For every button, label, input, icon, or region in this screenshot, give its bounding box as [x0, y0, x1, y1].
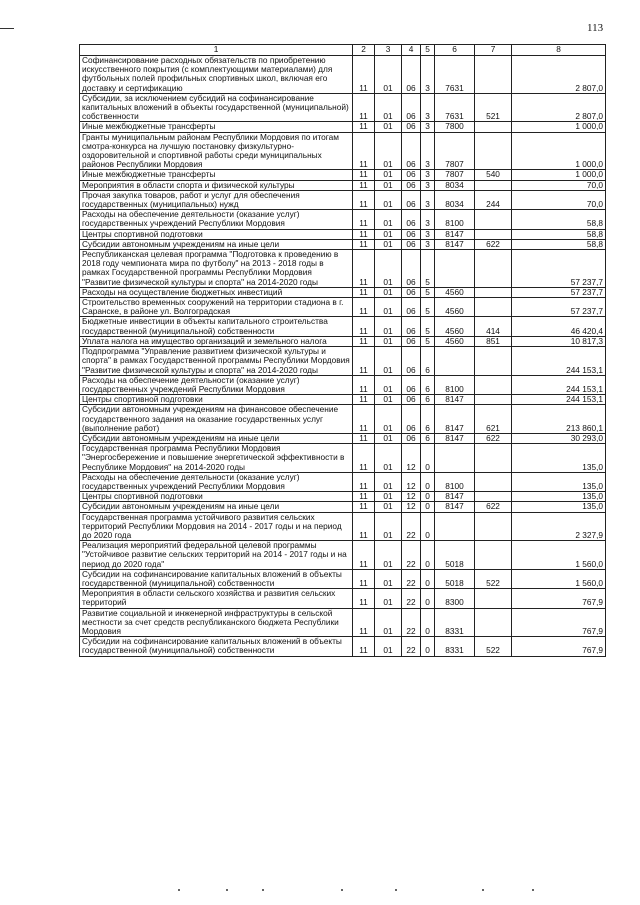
row-code: 6	[421, 433, 435, 443]
row-amount: 213 860,1	[512, 405, 606, 434]
table-header-row	[80, 45, 606, 56]
column-header: 6	[435, 45, 475, 56]
row-code: 01	[375, 637, 402, 656]
row-code: 11	[353, 250, 375, 288]
row-code	[475, 492, 512, 502]
row-code: 521	[475, 93, 512, 122]
row-amount: 57 237,7	[512, 298, 606, 317]
row-code: 11	[353, 589, 375, 608]
row-description: Иные межбюджетные трансферты	[80, 170, 353, 180]
row-code: 622	[475, 433, 512, 443]
row-code: 11	[353, 239, 375, 249]
table-row	[80, 210, 606, 229]
row-code: 3	[421, 132, 435, 170]
row-code: 11	[353, 512, 375, 541]
row-amount: 1 000,0	[512, 170, 606, 180]
row-code: 11	[353, 569, 375, 588]
row-code: 3	[421, 190, 435, 209]
row-code: 01	[375, 298, 402, 317]
row-code: 7631	[435, 93, 475, 122]
row-code: 11	[353, 170, 375, 180]
row-amount: 30 293,0	[512, 433, 606, 443]
row-code: 01	[375, 122, 402, 132]
row-code	[435, 250, 475, 288]
table-row	[80, 250, 606, 288]
table-row	[80, 502, 606, 512]
row-code: 7807	[435, 132, 475, 170]
row-code: 8147	[435, 405, 475, 434]
row-code: 11	[353, 298, 375, 317]
row-code: 01	[375, 569, 402, 588]
row-code: 11	[353, 93, 375, 122]
row-amount: 244 153,1	[512, 347, 606, 376]
row-code: 01	[375, 239, 402, 249]
row-amount: 135,0	[512, 492, 606, 502]
table-row	[80, 375, 606, 394]
row-code: 11	[353, 637, 375, 656]
row-code: 01	[375, 190, 402, 209]
row-code: 06	[402, 250, 421, 288]
row-code: 3	[421, 122, 435, 132]
row-code: 11	[353, 433, 375, 443]
row-code: 12	[402, 502, 421, 512]
row-code: 22	[402, 541, 421, 570]
row-description: Расходы на обеспечение деятельности (оказание услуг) государственных учреждений Республики Мордовия	[80, 472, 353, 491]
row-code: 5	[421, 287, 435, 297]
row-code: 06	[402, 210, 421, 229]
table-row	[80, 433, 606, 443]
row-code: 11	[353, 492, 375, 502]
row-code: 06	[402, 405, 421, 434]
row-code: 01	[375, 132, 402, 170]
row-code: 11	[353, 608, 375, 637]
row-code: 3	[421, 56, 435, 94]
row-code: 3	[421, 229, 435, 239]
row-code	[475, 347, 512, 376]
row-code: 5	[421, 250, 435, 288]
row-amount: 2 807,0	[512, 93, 606, 122]
row-code: 6	[421, 395, 435, 405]
row-code: 8331	[435, 608, 475, 637]
row-amount: 135,0	[512, 502, 606, 512]
row-description: Расходы на обеспечение деятельности (оказание услуг) государственных учреждений Республики Мордовия	[80, 210, 353, 229]
row-code	[475, 298, 512, 317]
row-code: 0	[421, 444, 435, 473]
row-code: 06	[402, 239, 421, 249]
row-description: Расходы на обеспечение деятельности (оказание услуг) государственных учреждений Республики Мордовия	[80, 375, 353, 394]
table-row	[80, 317, 606, 336]
row-code: 06	[402, 170, 421, 180]
row-code: 5	[421, 317, 435, 336]
row-code: 5018	[435, 541, 475, 570]
row-code	[435, 347, 475, 376]
row-description: Субсидии автономным учреждениям на иные цели	[80, 239, 353, 249]
row-code: 01	[375, 512, 402, 541]
row-code	[475, 608, 512, 637]
row-code: 8300	[435, 589, 475, 608]
row-description: Гранты муниципальным районам Республики Мордовия по итогам смотра-конкурса на лучшую постановку физкультурно-оздоровительной и спортивной работы среди муниципальных районов Республики Мордовия	[80, 132, 353, 170]
row-code: 5	[421, 336, 435, 346]
table-row	[80, 512, 606, 541]
row-code: 01	[375, 405, 402, 434]
row-code: 11	[353, 472, 375, 491]
row-code: 11	[353, 229, 375, 239]
row-code: 12	[402, 472, 421, 491]
row-code: 01	[375, 502, 402, 512]
row-code: 4560	[435, 336, 475, 346]
row-code: 414	[475, 317, 512, 336]
row-amount: 70,0	[512, 190, 606, 209]
row-code	[435, 512, 475, 541]
column-header: 2	[353, 45, 375, 56]
table-row	[80, 492, 606, 502]
row-code: 06	[402, 287, 421, 297]
scan-artifacts	[0, 889, 640, 895]
row-code: 11	[353, 336, 375, 346]
row-code: 851	[475, 336, 512, 346]
row-code: 7631	[435, 56, 475, 94]
row-code: 8147	[435, 395, 475, 405]
column-header: 8	[512, 45, 606, 56]
row-amount: 767,9	[512, 637, 606, 656]
row-code: 06	[402, 180, 421, 190]
row-code: 8147	[435, 502, 475, 512]
column-header: 4	[402, 45, 421, 56]
table-row	[80, 239, 606, 249]
row-code: 22	[402, 637, 421, 656]
row-code: 0	[421, 608, 435, 637]
row-code: 06	[402, 93, 421, 122]
row-code: 06	[402, 347, 421, 376]
row-code: 0	[421, 637, 435, 656]
row-description: Софинансирование расходных обязательств по приобретению искусственного покрытия (с комплектующими материалами) для футбольных полей профильных спортивных школ, включая его доставку и сертификацию	[80, 56, 353, 94]
column-header: 3	[375, 45, 402, 56]
row-code: 11	[353, 317, 375, 336]
row-code: 01	[375, 444, 402, 473]
row-code: 0	[421, 541, 435, 570]
row-code: 11	[353, 287, 375, 297]
row-code	[475, 56, 512, 94]
row-code: 01	[375, 375, 402, 394]
row-code: 06	[402, 375, 421, 394]
table-row	[80, 347, 606, 376]
row-amount: 57 237,7	[512, 250, 606, 288]
row-code: 11	[353, 132, 375, 170]
row-code	[435, 444, 475, 473]
row-code: 0	[421, 502, 435, 512]
row-code: 5018	[435, 569, 475, 588]
row-code: 01	[375, 170, 402, 180]
row-code: 0	[421, 472, 435, 491]
row-amount: 1 560,0	[512, 569, 606, 588]
row-code: 01	[375, 472, 402, 491]
row-code: 01	[375, 589, 402, 608]
row-description: Субсидии на софинансирование капитальных вложений в объекты государственной (муниципальной) собственности	[80, 637, 353, 656]
row-code	[475, 541, 512, 570]
row-code: 3	[421, 180, 435, 190]
row-code: 4560	[435, 317, 475, 336]
row-code: 06	[402, 122, 421, 132]
row-code: 06	[402, 229, 421, 239]
row-description: Мероприятия в области сельского хозяйства и развития сельских территорий	[80, 589, 353, 608]
row-amount: 244 153,1	[512, 375, 606, 394]
row-description: Бюджетные инвестиции в объекты капитального строительства государственной (муниципальной) собственности	[80, 317, 353, 336]
row-code: 4560	[435, 298, 475, 317]
table-row	[80, 472, 606, 491]
row-code: 0	[421, 589, 435, 608]
table-row	[80, 336, 606, 346]
table-row	[80, 395, 606, 405]
row-description: Субсидии автономным учреждениям на финансовое обеспечение государственного задания на оказание государственных услуг (выполнение работ)	[80, 405, 353, 434]
column-header: 5	[421, 45, 435, 56]
row-code: 11	[353, 502, 375, 512]
row-code: 11	[353, 375, 375, 394]
row-code: 22	[402, 512, 421, 541]
row-code	[475, 287, 512, 297]
row-code: 06	[402, 395, 421, 405]
table-row	[80, 180, 606, 190]
row-code	[475, 472, 512, 491]
row-description: Центры спортивной подготовки	[80, 395, 353, 405]
row-code: 6	[421, 347, 435, 376]
row-code: 4560	[435, 287, 475, 297]
row-code: 11	[353, 395, 375, 405]
row-code: 8100	[435, 472, 475, 491]
row-amount: 767,9	[512, 608, 606, 637]
row-amount: 58,8	[512, 229, 606, 239]
row-code: 8147	[435, 492, 475, 502]
row-code: 06	[402, 433, 421, 443]
row-amount: 1 000,0	[512, 122, 606, 132]
row-code: 7807	[435, 170, 475, 180]
row-code: 06	[402, 190, 421, 209]
row-code: 01	[375, 608, 402, 637]
row-code: 11	[353, 56, 375, 94]
row-code	[475, 589, 512, 608]
row-code	[475, 210, 512, 229]
row-code: 8147	[435, 229, 475, 239]
row-amount: 2 807,0	[512, 56, 606, 94]
row-code: 12	[402, 444, 421, 473]
row-code: 522	[475, 569, 512, 588]
row-description: Центры спортивной подготовки	[80, 229, 353, 239]
table-row	[80, 56, 606, 94]
row-code	[475, 395, 512, 405]
row-code: 8034	[435, 180, 475, 190]
row-description: Государственная программа Республики Мордовия "Энергосбережение и повышение энергетической эффективности в Республике Мордовия" на 2014-2020 годы	[80, 444, 353, 473]
row-amount: 70,0	[512, 180, 606, 190]
row-description: Субсидии на софинансирование капитальных вложений в объекты государственной (муниципальной) собственности	[80, 569, 353, 588]
row-code	[475, 132, 512, 170]
row-code: 01	[375, 180, 402, 190]
row-code: 01	[375, 492, 402, 502]
row-description: Республиканская целевая программа "Подготовка к проведению в 2018 году чемпионата мира по футболу" на 2013 - 2018 годы в рамках Государственной программы Республики Мордовия "Развитие физической культуры и спорта" на 2014-2020 годы	[80, 250, 353, 288]
row-amount: 1 000,0	[512, 132, 606, 170]
table-row	[80, 93, 606, 122]
row-amount: 10 817,3	[512, 336, 606, 346]
row-code: 8147	[435, 433, 475, 443]
row-amount: 58,8	[512, 210, 606, 229]
row-code: 11	[353, 210, 375, 229]
row-code: 01	[375, 317, 402, 336]
row-code: 0	[421, 492, 435, 502]
row-amount: 767,9	[512, 589, 606, 608]
row-amount: 135,0	[512, 472, 606, 491]
row-code: 22	[402, 569, 421, 588]
row-code: 8100	[435, 210, 475, 229]
row-amount: 46 420,4	[512, 317, 606, 336]
row-code: 06	[402, 56, 421, 94]
table-row	[80, 229, 606, 239]
row-code: 3	[421, 170, 435, 180]
row-code: 621	[475, 405, 512, 434]
row-code: 8147	[435, 239, 475, 249]
row-code: 11	[353, 541, 375, 570]
table-row	[80, 608, 606, 637]
row-code	[475, 122, 512, 132]
row-code: 622	[475, 239, 512, 249]
table-row	[80, 637, 606, 656]
row-code: 3	[421, 93, 435, 122]
row-amount: 2 327,9	[512, 512, 606, 541]
row-code: 06	[402, 336, 421, 346]
row-code: 01	[375, 541, 402, 570]
row-description: Субсидии автономным учреждениям на иные цели	[80, 502, 353, 512]
row-code: 01	[375, 395, 402, 405]
row-description: Прочая закупка товаров, работ и услуг для обеспечения государственных (муниципальных) нужд	[80, 190, 353, 209]
row-description: Центры спортивной подготовки	[80, 492, 353, 502]
row-code: 22	[402, 608, 421, 637]
row-code: 01	[375, 56, 402, 94]
row-amount: 244 153,1	[512, 395, 606, 405]
row-code: 01	[375, 347, 402, 376]
row-amount: 1 560,0	[512, 541, 606, 570]
row-code: 06	[402, 132, 421, 170]
row-code: 12	[402, 492, 421, 502]
row-code: 01	[375, 433, 402, 443]
row-code: 06	[402, 298, 421, 317]
row-amount: 135,0	[512, 444, 606, 473]
table-row	[80, 444, 606, 473]
row-description: Подпрограмма "Управление развитием физической культуры и спорта" в рамках Государственной программы Республики Мордовия "Развитие физической культуры и спорта" на 2014-2020 годы	[80, 347, 353, 376]
row-code: 01	[375, 336, 402, 346]
row-code: 540	[475, 170, 512, 180]
row-code: 01	[375, 93, 402, 122]
table-row	[80, 589, 606, 608]
row-code: 522	[475, 637, 512, 656]
row-code: 01	[375, 210, 402, 229]
row-description: Государственная программа устойчивого развития сельских территорий Республики Мордовия на 2014 - 2017 годы и на период до 2020 года	[80, 512, 353, 541]
column-header: 7	[475, 45, 512, 56]
row-code: 6	[421, 375, 435, 394]
row-code: 11	[353, 122, 375, 132]
table-row	[80, 132, 606, 170]
row-code: 11	[353, 347, 375, 376]
row-code: 3	[421, 210, 435, 229]
row-code: 244	[475, 190, 512, 209]
row-code: 5	[421, 298, 435, 317]
row-description: Мероприятия в области спорта и физической культуры	[80, 180, 353, 190]
row-description: Строительство временных сооружений на территории стадиона в г. Саранске, в районе ул. Волгоградская	[80, 298, 353, 317]
row-code: 8100	[435, 375, 475, 394]
row-code: 8331	[435, 637, 475, 656]
row-code: 01	[375, 229, 402, 239]
row-code	[475, 444, 512, 473]
row-code	[475, 375, 512, 394]
margin-mark	[0, 28, 14, 29]
row-code: 06	[402, 317, 421, 336]
budget-table	[79, 44, 606, 657]
row-amount: 58,8	[512, 239, 606, 249]
table-row	[80, 170, 606, 180]
row-description: Реализация мероприятий федеральной целевой программы "Устойчивое развитие сельских территорий на 2014 - 2017 годы и на период до 2020 года"	[80, 541, 353, 570]
column-header: 1	[80, 45, 353, 56]
row-code: 01	[375, 287, 402, 297]
row-code: 7800	[435, 122, 475, 132]
row-description: Субсидии автономным учреждениям на иные цели	[80, 433, 353, 443]
row-code: 3	[421, 239, 435, 249]
table-row	[80, 287, 606, 297]
table-row	[80, 405, 606, 434]
table-row	[80, 122, 606, 132]
row-description: Развитие социальной и инженерной инфраструктуры в сельской местности за счет средств республиканского бюджета Республики Мордовия	[80, 608, 353, 637]
row-code: 0	[421, 569, 435, 588]
row-code: 0	[421, 512, 435, 541]
row-code	[475, 250, 512, 288]
table-row	[80, 190, 606, 209]
row-code: 11	[353, 190, 375, 209]
table-row	[80, 298, 606, 317]
row-code: 622	[475, 502, 512, 512]
row-code	[475, 180, 512, 190]
row-description: Уплата налога на имущество организаций и земельного налога	[80, 336, 353, 346]
row-code	[475, 512, 512, 541]
row-code: 8034	[435, 190, 475, 209]
page-number: 113	[587, 22, 604, 34]
row-code: 6	[421, 405, 435, 434]
table-row	[80, 569, 606, 588]
row-description: Иные межбюджетные трансферты	[80, 122, 353, 132]
row-code	[475, 229, 512, 239]
row-amount: 57 237,7	[512, 287, 606, 297]
row-code: 11	[353, 405, 375, 434]
row-description: Расходы на осуществление бюджетных инвестиций	[80, 287, 353, 297]
row-code: 01	[375, 250, 402, 288]
table-row	[80, 541, 606, 570]
row-code: 11	[353, 180, 375, 190]
row-code: 22	[402, 589, 421, 608]
row-code: 11	[353, 444, 375, 473]
row-description: Субсидии, за исключением субсидий на софинансирование капитальных вложений в объекты государственной (муниципальной) собственности	[80, 93, 353, 122]
